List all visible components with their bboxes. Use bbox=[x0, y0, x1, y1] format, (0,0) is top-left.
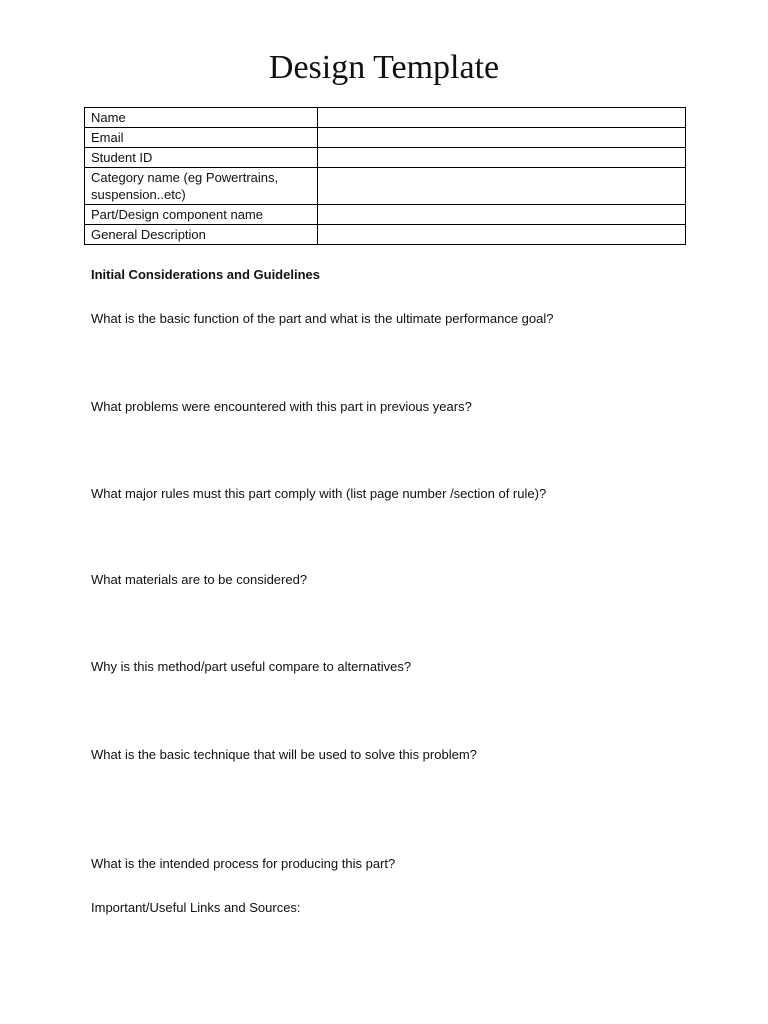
table-row bbox=[85, 148, 686, 168]
page-title: Design Template bbox=[268, 49, 500, 86]
question-basic-technique: What is the basic technique that will be used to solve this problem? bbox=[91, 747, 477, 762]
email-field[interactable] bbox=[318, 128, 686, 148]
student-id-label: Student ID bbox=[85, 148, 318, 168]
student-info-table bbox=[84, 107, 686, 245]
question-major-rules: What major rules must this part comply with (list page number /section of rule)? bbox=[91, 486, 547, 501]
question-production-process: What is the intended process for producing this part? bbox=[91, 856, 396, 871]
category-name-field[interactable] bbox=[318, 168, 686, 205]
general-description-label: General Description bbox=[85, 225, 318, 245]
email-label: Email bbox=[85, 128, 318, 148]
table-row bbox=[85, 205, 686, 225]
component-name-field[interactable] bbox=[318, 205, 686, 225]
question-method-usefulness: Why is this method/part useful compare to alternatives? bbox=[91, 659, 412, 674]
links-sources-label: Important/Useful Links and Sources: bbox=[91, 900, 301, 915]
general-description-field[interactable] bbox=[318, 225, 686, 245]
question-previous-problems: What problems were encountered with this part in previous years? bbox=[91, 399, 472, 414]
question-materials: What materials are to be considered? bbox=[91, 572, 308, 587]
table-row bbox=[85, 168, 686, 205]
question-basic-function: What is the basic function of the part and what is the ultimate performance goal? bbox=[91, 311, 554, 326]
category-name-label: Category name (eg Powertrains, suspension..etc) bbox=[85, 168, 318, 205]
table-row bbox=[85, 225, 686, 245]
table-row bbox=[85, 108, 686, 128]
name-field[interactable] bbox=[318, 108, 686, 128]
component-name-label: Part/Design component name bbox=[85, 205, 318, 225]
name-label: Name bbox=[85, 108, 318, 128]
student-id-field[interactable] bbox=[318, 148, 686, 168]
table-row bbox=[85, 128, 686, 148]
section-heading: Initial Considerations and Guidelines bbox=[91, 267, 320, 282]
